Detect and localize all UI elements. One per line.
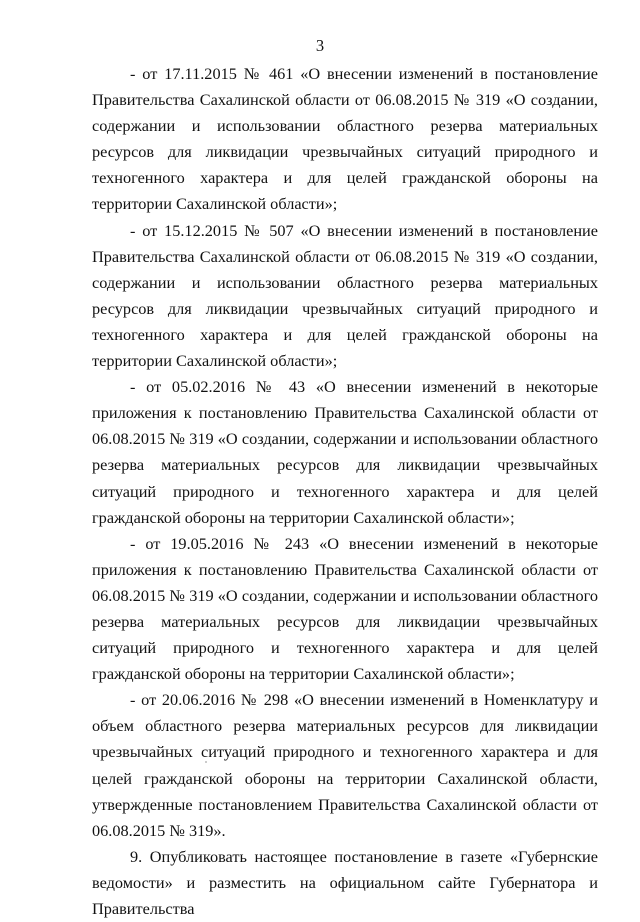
amendment-item-2015-11-17: - от 17.11.2015 № 461 «О внесении изменений в постановление Правительства Сахалинской области от 06.08.2015 № 319 «О создании, содержании и использовании областного резерва материальных ресурсов для ликвидации чрезвычайных ситуаций природного и техногенного характера и для целей гражданской обороны на территории Сахалинской области»; [92, 64, 598, 214]
document-body [92, 61, 598, 922]
publication-clause-9: 9. Опубликовать настоящее постановление в газете «Губернские ведомости» и разместить на официальном сайте Губернатора и Правительства [92, 846, 598, 918]
page-number: 3 [315, 36, 325, 55]
amendment-item-2016-06-20: - от 20.06.2016 № 298 «О внесении изменений в Номенклатуру и объем областного резерва материальных ресурсов для ликвидации чрезвычайных ситуаций природного и техногенного характера и для целей гражданской обороны на территории Сахалинской области, утвержденные постановлением Правительства Сахалинской области от 06.08.2015 № 319». [92, 690, 598, 840]
scan-speck [205, 761, 207, 763]
amendment-item-2016-05-19: - от 19.05.2016 № 243 «О внесении изменений в некоторые приложения к постановлению Правительства Сахалинской области от 06.08.2015 № 319 «О создании, содержании и использовании областного резерва материальных ресурсов для ликвидации чрезвычайных ситуаций природного и техногенного характера и для целей гражданской обороны на территории Сахалинской области»; [92, 533, 598, 684]
amendment-item-2015-12-15: - от 15.12.2015 № 507 «О внесении изменений в постановление Правительства Сахалинской области от 06.08.2015 № 319 «О создании, содержании и использовании областного резерва материальных ресурсов для ликвидации чрезвычайных ситуаций природного и техногенного характера и для целей гражданской обороны на территории Сахалинской области»; [92, 220, 598, 371]
amendment-item-2016-02-05: - от 05.02.2016 № 43 «О внесении изменений в некоторые приложения к постановлению Правительства Сахалинской области от 06.08.2015 № 319 «О создании, содержании и использовании областного резерва материальных ресурсов для ликвидации чрезвычайных ситуаций природного и техногенного характера и для целей гражданской обороны на территории Сахалинской области»; [92, 377, 598, 527]
